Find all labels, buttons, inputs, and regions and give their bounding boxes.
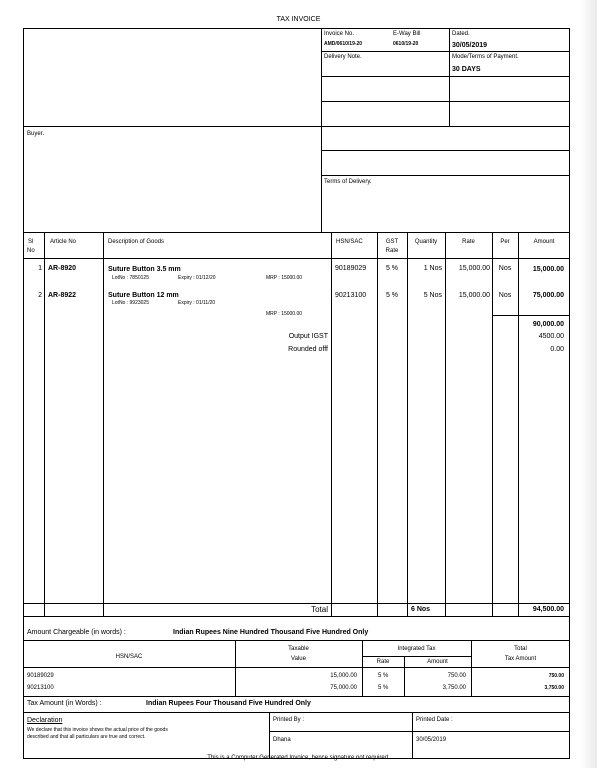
row2-per: Nos xyxy=(498,292,512,299)
tax-row2-taxable: 75,000.00 xyxy=(330,685,357,691)
amount-words-value: Indian Rupees Nine Hundred Thousand Five Hundred Only xyxy=(173,629,369,636)
declaration-text-2: described and that all particulars are true and correct. xyxy=(27,734,146,740)
tax-header-line xyxy=(23,667,570,668)
col-article: Article No xyxy=(50,239,77,245)
amount-words-label: Amount Chargeable (in words) : xyxy=(27,629,126,636)
tax-row2-rate: 5 % xyxy=(378,685,389,691)
items-header-line xyxy=(23,258,570,259)
col-line xyxy=(44,232,45,616)
row1-lot: LotNo : 7850125 xyxy=(112,275,149,281)
invoice-no: AMD/0610/19-20 xyxy=(324,41,363,47)
mode-terms-label: Mode/Terms of Payment. xyxy=(452,54,519,60)
tax-rate-header: Rate xyxy=(376,659,390,665)
printed-by-label: Printed By : xyxy=(273,717,305,723)
header-line xyxy=(321,126,570,127)
col-line xyxy=(103,232,104,616)
mode-terms-value: 30 DAYS xyxy=(452,66,481,73)
tax-words-line xyxy=(23,712,570,713)
tax-row1-taxable: 15,000.00 xyxy=(330,673,357,679)
declaration-label: Declaration xyxy=(27,717,63,724)
row1-description: Suture Button 3.5 mm xyxy=(108,266,181,273)
header-line xyxy=(321,175,570,176)
eway-label: E-Way Bill xyxy=(393,31,421,37)
row1-rate: 15,000.00 xyxy=(458,265,490,272)
tax-taxable-header-2: Value xyxy=(291,656,306,662)
computer-generated-note: This is a Computer Generated Invoice, hence signature not required. xyxy=(207,755,390,761)
col-hsn: HSN/SAC xyxy=(336,239,363,245)
row2-gst: 5 % xyxy=(385,292,399,299)
row2-description: Suture Button 12 mm xyxy=(108,292,179,299)
dated-label: Dated. xyxy=(452,31,470,37)
tax-words-value: Indian Rupees Four Thousand Five Hundred Only xyxy=(146,700,311,707)
total-top-line xyxy=(23,603,570,604)
tax-row1-total: 750.00 xyxy=(548,673,564,679)
buyer-label: Buyer. xyxy=(27,131,45,137)
words-line xyxy=(23,640,570,641)
tax-words-label: Tax Amount (in Words) : xyxy=(27,700,102,707)
tax-row1-amount: 750.00 xyxy=(447,673,466,679)
tax-taxable-header: Taxable xyxy=(288,646,309,652)
eway-value: 0610/19-20 xyxy=(393,41,419,47)
row2-amount: 75,000.00 xyxy=(532,292,564,299)
total-label: Total xyxy=(311,605,328,614)
rounded-off-label: Rounded offf xyxy=(288,346,328,353)
row2-rate: 15,000.00 xyxy=(458,292,490,299)
printed-by: Dhana xyxy=(273,737,291,743)
col-rate: Rate xyxy=(462,239,475,245)
row2-article: AR-8922 xyxy=(48,292,77,299)
row2-mrp: MRP : 15000.00 xyxy=(266,311,303,317)
col-line xyxy=(518,232,519,616)
printed-date: 30/05/2019 xyxy=(416,737,447,743)
header-line xyxy=(321,51,570,52)
col-qty: Quantity xyxy=(414,239,438,245)
dated-value: 30/05/2019 xyxy=(452,42,488,49)
output-igst-label: Output IGST xyxy=(288,333,328,340)
output-igst: 4500.00 xyxy=(538,333,564,340)
tax-row2-total: 3,750.00 xyxy=(544,685,564,691)
footer-col-line xyxy=(412,712,413,759)
tax-sub-line xyxy=(362,656,471,657)
tax-row2-amount: 3,750.00 xyxy=(442,685,466,691)
header-divider xyxy=(321,28,322,232)
col-sl-2: No xyxy=(27,248,35,254)
row2-qty: 5 Nos xyxy=(423,292,442,299)
page-shadow xyxy=(580,0,597,768)
col-line xyxy=(445,232,446,616)
col-sl: Sl xyxy=(28,239,34,245)
tax-bottom-line xyxy=(23,696,570,697)
row1-per: Nos xyxy=(498,265,512,272)
tax-hsn-header: HSN/SAC xyxy=(115,654,143,660)
printed-date-label: Printed Date : xyxy=(416,717,453,723)
row2-expiry: Expiry : 01/11/20 xyxy=(178,300,216,306)
subtotal-line xyxy=(492,315,570,316)
total-amount: 94,500.00 xyxy=(532,606,564,613)
subtotal: 90,000.00 xyxy=(532,321,564,328)
row1-expiry: Expiry : 01/12/20 xyxy=(178,275,216,281)
col-description: Description of Goods xyxy=(108,239,165,245)
col-line xyxy=(407,232,408,616)
tax-row1-hsn: 90189029 xyxy=(27,673,54,679)
invoice-title: TAX INVOICE xyxy=(276,16,321,23)
invoice-no-label: Invoice No. xyxy=(324,31,355,37)
delivery-note-label: Delivery Note. xyxy=(324,54,362,60)
header-line xyxy=(321,76,570,77)
col-gst: GST xyxy=(385,239,399,245)
rounded-off: 0.00 xyxy=(550,346,564,353)
col-line xyxy=(331,232,332,616)
footer-sub-line xyxy=(269,731,570,732)
total-bottom-line xyxy=(23,616,570,617)
tax-total-header-2: Tax Amount xyxy=(504,656,537,662)
col-per: Per xyxy=(500,239,510,245)
row1-amount: 15,000.00 xyxy=(532,266,564,273)
terms-delivery-label: Terms of Delivery. xyxy=(324,179,372,185)
header-divider-2 xyxy=(449,28,450,126)
col-amount: Amount xyxy=(533,239,555,245)
tax-integrated-header: Integrated Tax xyxy=(397,646,436,652)
header-line xyxy=(321,150,570,151)
col-gst-2: Rate xyxy=(385,248,399,254)
buyer-line xyxy=(23,126,321,127)
tax-row2-hsn: 90213100 xyxy=(27,685,54,691)
tax-amount-header: Amount xyxy=(427,659,448,665)
total-qty: 6 Nos xyxy=(411,606,431,613)
tax-row1-rate: 5 % xyxy=(378,673,389,679)
items-top-line xyxy=(23,232,570,233)
row1-sl: 1 xyxy=(38,265,42,272)
row2-hsn: 90213100 xyxy=(335,292,367,299)
col-line xyxy=(377,232,378,616)
row1-qty: 1 Nos xyxy=(423,265,442,272)
row2-lot: LotNo : 9923025 xyxy=(112,300,149,306)
col-line xyxy=(492,232,493,616)
header-line xyxy=(321,101,570,102)
row1-hsn: 90189029 xyxy=(335,265,367,272)
tax-total-header: Total xyxy=(514,646,527,652)
footer-col-line xyxy=(269,712,270,759)
declaration-text-1: We declare that this invoice shows the actual price of the goods xyxy=(27,727,168,733)
row2-sl: 2 xyxy=(38,292,42,299)
row1-gst: 5 % xyxy=(385,265,399,272)
row1-mrp: MRP : 15000.00 xyxy=(266,275,303,281)
row1-article: AR-8920 xyxy=(48,265,77,272)
